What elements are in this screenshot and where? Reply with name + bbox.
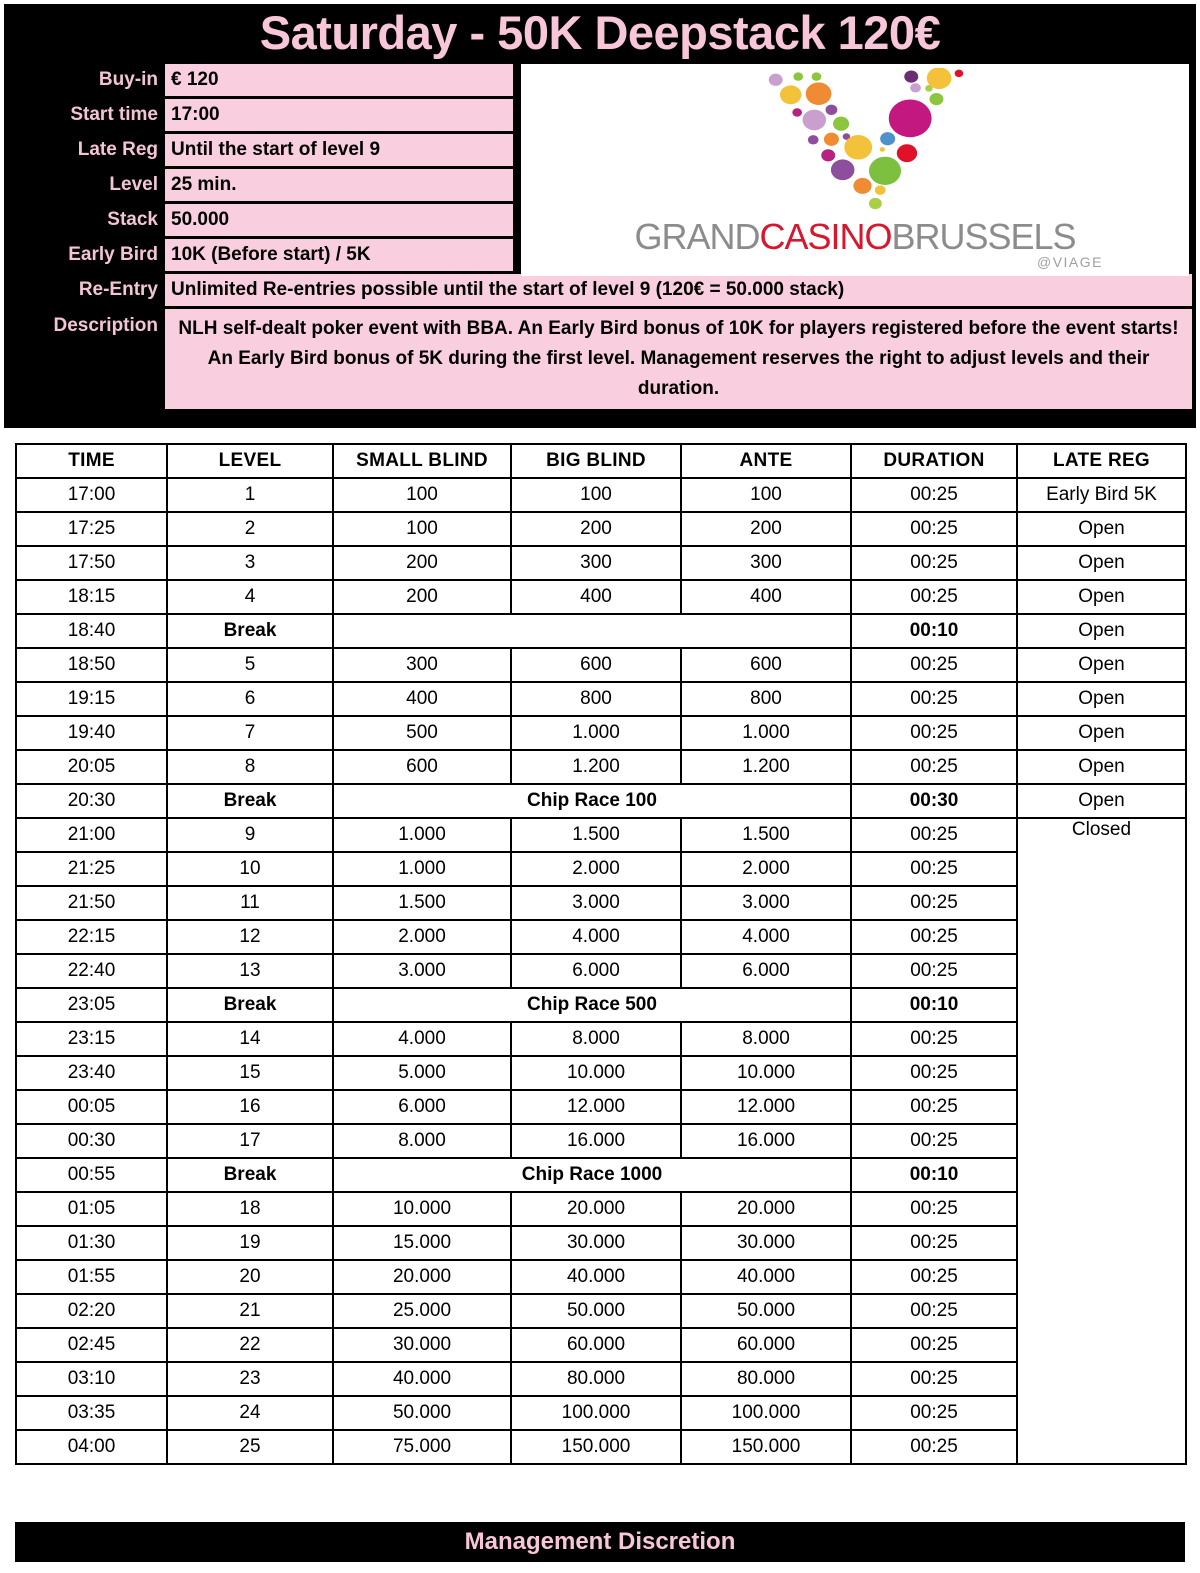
cell-break-note: Chip Race 1000 [333, 1158, 851, 1192]
start-time-value: 17:00 [165, 99, 513, 131]
cell-ante: 600 [681, 648, 851, 682]
cell-duration: 00:25 [851, 1430, 1017, 1464]
table-row [16, 1430, 1186, 1464]
table-row [16, 784, 1186, 818]
cell-ante: 1.200 [681, 750, 851, 784]
cell-level: 11 [167, 886, 333, 920]
description-label: Description [53, 315, 158, 336]
description-value: NLH self-dealt poker event with BBA. An Early Bird bonus of 10K for players registered before the event starts! An Early Bird bonus of 5K during the first level. Management reserves the right to adjust levels and their duration. [165, 309, 1192, 409]
cell-ante: 50.000 [681, 1294, 851, 1328]
cell-time: 03:10 [16, 1362, 167, 1396]
cell-ante: 30.000 [681, 1226, 851, 1260]
cell-big-blind: 100.000 [511, 1396, 681, 1430]
cell-ante: 20.000 [681, 1192, 851, 1226]
table-row [16, 614, 1186, 648]
cell-time: 21:50 [16, 886, 167, 920]
cell-duration: 00:25 [851, 1328, 1017, 1362]
logo-dot [844, 135, 872, 160]
logo-dot [853, 178, 871, 194]
cell-small-blind: 25.000 [333, 1294, 511, 1328]
cell-big-blind: 20.000 [511, 1192, 681, 1226]
cell-level: 23 [167, 1362, 333, 1396]
cell-duration: 00:25 [851, 1226, 1017, 1260]
cell-time: 01:30 [16, 1226, 167, 1260]
cell-late-reg: Open [1017, 750, 1186, 784]
cell-ante: 6.000 [681, 954, 851, 988]
cell-late-reg: Open [1017, 614, 1186, 648]
cell-time: 23:15 [16, 1022, 167, 1056]
cell-duration: 00:25 [851, 648, 1017, 682]
late-reg-value: Until the start of level 9 [165, 134, 513, 166]
cell-time: 00:05 [16, 1090, 167, 1124]
table-row [16, 1362, 1186, 1396]
cell-small-blind: 100 [333, 478, 511, 512]
logo-dot [904, 70, 918, 82]
cell-late-reg: Open [1017, 682, 1186, 716]
cell-level: 15 [167, 1056, 333, 1090]
cell-small-blind: 300 [333, 648, 511, 682]
cell-big-blind: 1.500 [511, 818, 681, 852]
logo-dot [831, 159, 855, 180]
re-entry-value: Unlimited Re-entries possible until the start of level 9 (120€ = 50.000 stack) [165, 274, 1192, 306]
logo-dot [927, 68, 952, 89]
cell-small-blind: 40.000 [333, 1362, 511, 1396]
column-header-duration: DURATION [851, 444, 1017, 478]
cell-ante: 200 [681, 512, 851, 546]
info-row-re-entry [4, 274, 1196, 306]
cell-time: 18:15 [16, 580, 167, 614]
table-row [16, 716, 1186, 750]
table-row [16, 1124, 1186, 1158]
table-row [16, 920, 1186, 954]
cell-big-blind: 4.000 [511, 920, 681, 954]
cell-time: 03:35 [16, 1396, 167, 1430]
logo-dot [812, 72, 822, 80]
cell-ante: 1.500 [681, 818, 851, 852]
level-label: Level [109, 174, 158, 195]
page-title: Saturday - 50K Deepstack 120€ [259, 6, 941, 59]
table-row [16, 1260, 1186, 1294]
table-row [16, 1056, 1186, 1090]
cell-big-blind: 40.000 [511, 1260, 681, 1294]
cell-big-blind: 1.200 [511, 750, 681, 784]
start-time-label: Start time [70, 104, 158, 125]
cell-big-blind: 16.000 [511, 1124, 681, 1158]
cell-small-blind: 2.000 [333, 920, 511, 954]
cell-big-blind: 100 [511, 478, 681, 512]
late-reg-label: Late Reg [77, 139, 158, 160]
logo-dot [869, 198, 882, 209]
cell-duration: 00:25 [851, 1294, 1017, 1328]
cell-time: 01:05 [16, 1192, 167, 1226]
logo-dot [780, 85, 801, 104]
cell-duration: 00:25 [851, 954, 1017, 988]
cell-ante: 300 [681, 546, 851, 580]
cell-level: 22 [167, 1328, 333, 1362]
cell-small-blind: 3.000 [333, 954, 511, 988]
table-row [16, 954, 1186, 988]
table-row [16, 1158, 1186, 1192]
cell-big-blind: 8.000 [511, 1022, 681, 1056]
cell-small-blind: 6.000 [333, 1090, 511, 1124]
cell-ante: 2.000 [681, 852, 851, 886]
level-value: 25 min. [165, 169, 513, 201]
cell-small-blind: 15.000 [333, 1226, 511, 1260]
table-row [16, 580, 1186, 614]
cell-duration: 00:25 [851, 818, 1017, 852]
cell-level: 2 [167, 512, 333, 546]
table-row [16, 852, 1186, 886]
logo-dot [875, 185, 886, 194]
cell-small-blind: 600 [333, 750, 511, 784]
info-row-description [4, 309, 1196, 409]
table-header-row [16, 444, 1186, 478]
column-header-big-blind: BIG BLIND [511, 444, 681, 478]
cell-small-blind: 1.000 [333, 818, 511, 852]
cell-time: 22:15 [16, 920, 167, 954]
logo-dot [889, 100, 932, 138]
cell-duration: 00:25 [851, 1192, 1017, 1226]
cell-duration: 00:25 [851, 920, 1017, 954]
cell-break-note: Chip Race 500 [333, 988, 851, 1022]
cell-late-reg: Open [1017, 716, 1186, 750]
table-row [16, 886, 1186, 920]
cell-time: 02:20 [16, 1294, 167, 1328]
cell-big-blind: 150.000 [511, 1430, 681, 1464]
cell-ante: 4.000 [681, 920, 851, 954]
logo-dot [824, 133, 839, 146]
cell-late-reg: Open [1017, 648, 1186, 682]
cell-small-blind: 1.000 [333, 852, 511, 886]
logo-dot [821, 149, 835, 161]
cell-time: 04:00 [16, 1430, 167, 1464]
logo-dot [803, 110, 827, 131]
cell-duration: 00:25 [851, 682, 1017, 716]
logo-wordmark [521, 216, 1189, 258]
cell-big-blind: 800 [511, 682, 681, 716]
casino-logo [521, 64, 1189, 276]
cell-ante: 100.000 [681, 1396, 851, 1430]
blind-structure-table-wrap [15, 443, 1185, 1465]
buyin-label: Buy-in [98, 69, 158, 90]
cell-ante: 12.000 [681, 1090, 851, 1124]
cell-ante: 10.000 [681, 1056, 851, 1090]
cell-level: 8 [167, 750, 333, 784]
cell-time: 02:45 [16, 1328, 167, 1362]
early-bird-value: 10K (Before start) / 5K [165, 239, 513, 271]
cell-ante: 400 [681, 580, 851, 614]
cell-duration: 00:25 [851, 512, 1017, 546]
cell-level: 6 [167, 682, 333, 716]
table-row [16, 1396, 1186, 1430]
cell-duration: 00:25 [851, 546, 1017, 580]
logo-word-brussels: BRUSSELS [891, 216, 1076, 257]
table-row [16, 818, 1186, 852]
cell-late-reg: Open [1017, 784, 1186, 818]
column-header-late-reg: LATE REG [1017, 444, 1186, 478]
column-header-time: TIME [16, 444, 167, 478]
cell-big-blind: 2.000 [511, 852, 681, 886]
logo-dot [793, 72, 803, 80]
cell-duration: 00:25 [851, 750, 1017, 784]
cell-big-blind: 12.000 [511, 1090, 681, 1124]
cell-time: 00:30 [16, 1124, 167, 1158]
table-row [16, 512, 1186, 546]
cell-duration: 00:25 [851, 716, 1017, 750]
table-row [16, 988, 1186, 1022]
table-row [16, 1192, 1186, 1226]
cell-duration: 00:25 [851, 1090, 1017, 1124]
cell-time: 23:05 [16, 988, 167, 1022]
table-row [16, 546, 1186, 580]
cell-level: 24 [167, 1396, 333, 1430]
cell-big-blind: 50.000 [511, 1294, 681, 1328]
table-row [16, 1328, 1186, 1362]
cell-small-blind: 75.000 [333, 1430, 511, 1464]
cell-big-blind: 10.000 [511, 1056, 681, 1090]
cell-late-reg: Open [1017, 512, 1186, 546]
cell-level: 3 [167, 546, 333, 580]
logo-dot [808, 135, 819, 144]
column-header-ante: ANTE [681, 444, 851, 478]
cell-ante: 40.000 [681, 1260, 851, 1294]
cell-duration: 00:10 [851, 614, 1017, 648]
logo-dot [769, 74, 783, 86]
cell-big-blind: 300 [511, 546, 681, 580]
cell-small-blind: 8.000 [333, 1124, 511, 1158]
cell-small-blind: 10.000 [333, 1192, 511, 1226]
cell-time: 20:30 [16, 784, 167, 818]
cell-small-blind: 200 [333, 546, 511, 580]
column-header-small-blind: SMALL BLIND [333, 444, 511, 478]
cell-ante: 150.000 [681, 1430, 851, 1464]
cell-ante: 16.000 [681, 1124, 851, 1158]
cell-time: 17:50 [16, 546, 167, 580]
cell-small-blind: 4.000 [333, 1022, 511, 1056]
cell-level: 12 [167, 920, 333, 954]
cell-break-label: Break [167, 784, 333, 818]
cell-small-blind: 30.000 [333, 1328, 511, 1362]
cell-ante: 100 [681, 478, 851, 512]
table-row [16, 1226, 1186, 1260]
logo-v-dots-icon [625, 68, 1085, 218]
logo-tagline: @VIAGE [1036, 254, 1103, 270]
cell-small-blind: 50.000 [333, 1396, 511, 1430]
blind-structure-table [15, 443, 1187, 1465]
cell-small-blind: 1.500 [333, 886, 511, 920]
cell-break-note [333, 614, 851, 648]
logo-dot [833, 117, 849, 131]
cell-level: 19 [167, 1226, 333, 1260]
cell-ante: 1.000 [681, 716, 851, 750]
logo-dot [869, 157, 901, 185]
cell-big-blind: 600 [511, 648, 681, 682]
cell-level: 21 [167, 1294, 333, 1328]
cell-small-blind: 400 [333, 682, 511, 716]
cell-duration: 00:25 [851, 1022, 1017, 1056]
cell-level: 13 [167, 954, 333, 988]
cell-duration: 00:10 [851, 1158, 1017, 1192]
cell-duration: 00:25 [851, 1362, 1017, 1396]
cell-duration: 00:25 [851, 478, 1017, 512]
cell-big-blind: 30.000 [511, 1226, 681, 1260]
cell-time: 17:25 [16, 512, 167, 546]
cell-level: 5 [167, 648, 333, 682]
cell-time: 22:40 [16, 954, 167, 988]
cell-late-reg-closed: Closed [1017, 818, 1186, 1464]
cell-late-reg: Early Bird 5K [1017, 478, 1186, 512]
cell-level: 20 [167, 1260, 333, 1294]
table-row [16, 682, 1186, 716]
cell-break-label: Break [167, 988, 333, 1022]
table-row [16, 1090, 1186, 1124]
logo-dot [897, 144, 917, 162]
cell-level: 1 [167, 478, 333, 512]
stack-value: 50.000 [165, 204, 513, 236]
cell-big-blind: 3.000 [511, 886, 681, 920]
cell-break-label: Break [167, 614, 333, 648]
table-row [16, 648, 1186, 682]
cell-late-reg: Open [1017, 546, 1186, 580]
cell-small-blind: 100 [333, 512, 511, 546]
cell-level: 17 [167, 1124, 333, 1158]
cell-big-blind: 6.000 [511, 954, 681, 988]
cell-ante: 8.000 [681, 1022, 851, 1056]
cell-level: 4 [167, 580, 333, 614]
cell-duration: 00:25 [851, 886, 1017, 920]
cell-ante: 800 [681, 682, 851, 716]
cell-small-blind: 200 [333, 580, 511, 614]
cell-level: 16 [167, 1090, 333, 1124]
cell-time: 17:00 [16, 478, 167, 512]
cell-ante: 80.000 [681, 1362, 851, 1396]
buyin-value: € 120 [165, 64, 513, 96]
cell-big-blind: 60.000 [511, 1328, 681, 1362]
cell-big-blind: 200 [511, 512, 681, 546]
cell-level: 9 [167, 818, 333, 852]
cell-duration: 00:25 [851, 1056, 1017, 1090]
table-row [16, 1022, 1186, 1056]
logo-dot [826, 105, 838, 115]
cell-level: 25 [167, 1430, 333, 1464]
cell-time: 18:50 [16, 648, 167, 682]
cell-duration: 00:30 [851, 784, 1017, 818]
cell-ante: 3.000 [681, 886, 851, 920]
re-entry-label: Re-Entry [78, 279, 158, 300]
cell-time: 01:55 [16, 1260, 167, 1294]
logo-dot [880, 147, 885, 152]
table-row [16, 1294, 1186, 1328]
cell-time: 19:15 [16, 682, 167, 716]
cell-time: 21:25 [16, 852, 167, 886]
cell-big-blind: 1.000 [511, 716, 681, 750]
cell-duration: 00:25 [851, 580, 1017, 614]
cell-time: 18:40 [16, 614, 167, 648]
footer-note: Management Discretion [15, 1522, 1185, 1562]
cell-big-blind: 400 [511, 580, 681, 614]
cell-level: 10 [167, 852, 333, 886]
early-bird-label: Early Bird [68, 244, 158, 265]
cell-level: 7 [167, 716, 333, 750]
cell-small-blind: 500 [333, 716, 511, 750]
cell-level: 18 [167, 1192, 333, 1226]
cell-time: 20:05 [16, 750, 167, 784]
cell-time: 19:40 [16, 716, 167, 750]
logo-dot [955, 70, 964, 78]
cell-duration: 00:25 [851, 1396, 1017, 1430]
column-header-level: LEVEL [167, 444, 333, 478]
logo-dot [792, 108, 802, 116]
cell-break-note: Chip Race 100 [333, 784, 851, 818]
cell-duration: 00:25 [851, 1260, 1017, 1294]
logo-word-grand: GRAND [634, 216, 760, 257]
cell-big-blind: 80.000 [511, 1362, 681, 1396]
logo-dot [806, 82, 832, 105]
logo-dot [880, 132, 895, 145]
logo-dot [910, 83, 921, 92]
cell-time: 00:55 [16, 1158, 167, 1192]
cell-time: 23:40 [16, 1056, 167, 1090]
cell-duration: 00:25 [851, 1124, 1017, 1158]
cell-duration: 00:25 [851, 852, 1017, 886]
cell-level: 14 [167, 1022, 333, 1056]
logo-word-casino: CASINO [759, 216, 892, 257]
logo-dot [929, 93, 943, 105]
event-header-panel [4, 4, 1196, 428]
cell-break-label: Break [167, 1158, 333, 1192]
cell-late-reg: Open [1017, 580, 1186, 614]
cell-time: 21:00 [16, 818, 167, 852]
cell-small-blind: 5.000 [333, 1056, 511, 1090]
table-row [16, 478, 1186, 512]
cell-small-blind: 20.000 [333, 1260, 511, 1294]
table-row [16, 750, 1186, 784]
cell-ante: 60.000 [681, 1328, 851, 1362]
cell-duration: 00:10 [851, 988, 1017, 1022]
stack-label: Stack [107, 209, 158, 230]
